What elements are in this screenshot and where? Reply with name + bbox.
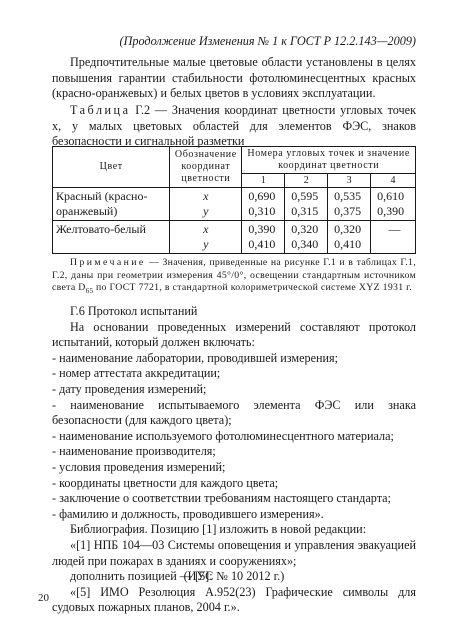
color-name: Желтовато-белый	[53, 221, 170, 254]
note-label: Примечание	[70, 257, 146, 268]
bibliography-intro: Библиография. Позицию [1] изложить в новой редакции:	[70, 522, 367, 537]
list-item: - условия проведения измерений;	[52, 459, 226, 474]
coord-value: 0,595 0,315	[285, 188, 328, 221]
list-item: - наименование производителя;	[52, 444, 216, 459]
table-caption	[52, 103, 416, 150]
list-item: - наименование испытываемого элемента ФЭС или знака безопасности (для каждого цвета);	[52, 397, 416, 428]
header-designation: Обозначение координат цветности	[170, 147, 242, 188]
coord-value: —	[371, 221, 416, 254]
table-note: Примечание — Значения, приведенные на рисунке Г.1 и в таблицах Г.1, Г.2, даны при геометрии измерения 45°/0°, освещении стандартным источником света $D_{65}$ по ГОСТ 7721, в стандартной колориметрической системе XYZ 1931 г.	[52, 257, 416, 295]
point-number: 3	[328, 174, 371, 188]
bibliography-item: «[5] ИМО Резолюция А.952(23) Графические символы для судовых пожарных планов, 2004 г.».	[52, 584, 416, 615]
coord-value: 0,320 0,340	[285, 221, 328, 254]
point-number: 1	[242, 174, 285, 188]
coord-value: 0,535 0,375	[328, 188, 371, 221]
table-row	[53, 188, 416, 221]
list-item: - дату проведения измерений;	[52, 381, 207, 396]
header-color: Цвет	[53, 147, 170, 188]
list-item: - наименование используемого фотолюминесцентного материала;	[52, 428, 394, 443]
table-row	[53, 221, 416, 254]
point-number: 2	[285, 174, 328, 188]
section-intro: На основании проведенных измерений составляют протокол испытаний, который должен включать:	[52, 319, 416, 350]
table-caption-label: Таблица	[70, 103, 131, 117]
list-item: - номер аттестата аккредитации;	[52, 366, 221, 381]
coord-labels: x y	[170, 188, 242, 221]
chromaticity-table	[52, 146, 416, 254]
page-number: 20	[38, 592, 49, 604]
coord-value: 0,610 0,390	[371, 188, 416, 221]
coord-labels: x y	[170, 221, 242, 254]
bibliography-add: дополнить позицией — [5]:	[70, 569, 213, 584]
list-item: - координаты цветности для каждого цвета;	[52, 475, 279, 490]
bibliography-item: «[1] НПБ 104—03 Системы оповещения и управления эвакуацией людей при пожарах в зданиях и сооружениях»;	[52, 537, 416, 568]
list-item: - заключение о соответствии требованиям настоящего стандарта;	[52, 491, 391, 506]
header-points: Номера угловых точек и значение координат цветности	[242, 147, 416, 174]
point-number: 4	[371, 174, 416, 188]
running-header: (Продолжение Изменения № 1 к ГОСТ Р 12.2.143—2009)	[119, 34, 416, 48]
list-item: - фамилию и должность, проводившего измерения».	[52, 506, 324, 521]
list-item: - наименование лаборатории, проводившей измерения;	[52, 350, 339, 365]
coord-value: 0,390 0,410	[242, 221, 285, 254]
section-title: Г.6 Протокол испытаний	[70, 304, 198, 318]
coord-value: 0,690 0,310	[242, 188, 285, 221]
paragraph-preferred-areas: Предпочтительные малые цветовые области установлены в целях повышения гарантии стабильности фотолюминесцентных красных (красно-оранжевых) и белых цветов в условиях эксплуатации.	[52, 55, 416, 101]
table-caption-text: Г.2 — Значения координат цветности угловых точек x, y малых цветовых областей для элементов ФЭС, знаков безопасности и сигнальной разметки	[52, 103, 416, 149]
color-name: Красный (красно-оранжевый)	[53, 188, 170, 221]
coord-value: 0,320 0,410	[328, 221, 371, 254]
ius-reference: (ИУС № 10 2012 г.)	[183, 569, 285, 583]
